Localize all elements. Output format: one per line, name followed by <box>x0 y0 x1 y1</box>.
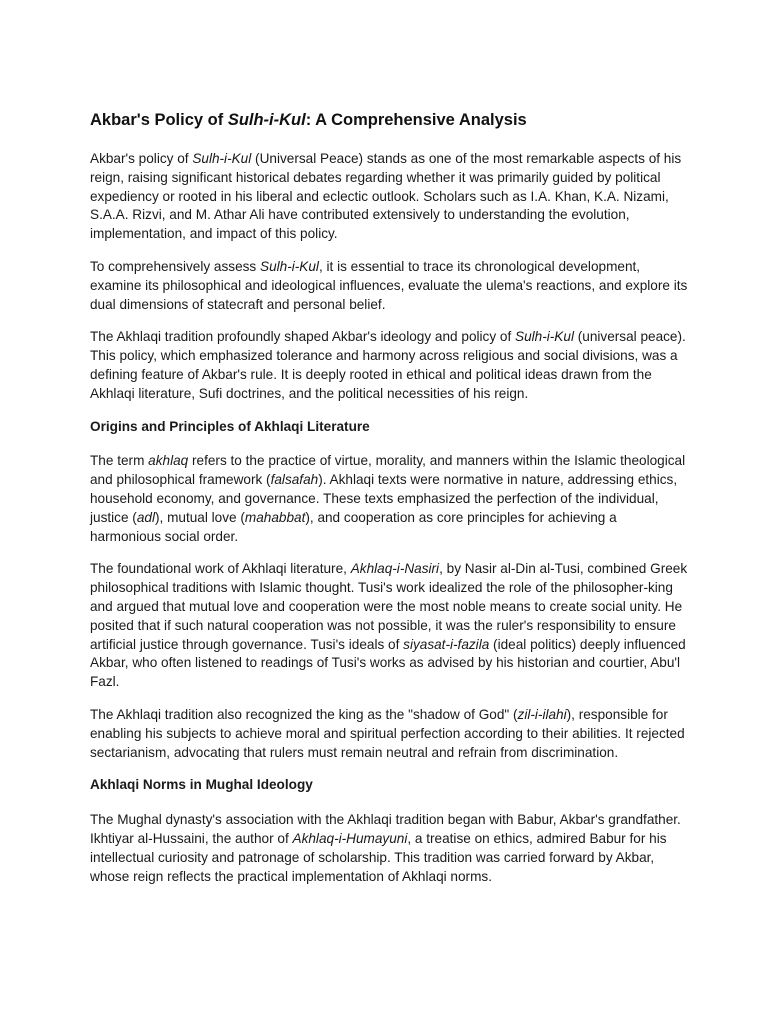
text-run: The Akhlaqi tradition profoundly shaped Akbar's ideology and policy of <box>90 329 516 345</box>
italic-term: akhlaq <box>148 453 189 469</box>
text-run: : A Comprehensive Analysis <box>305 111 527 129</box>
text-run: Akbar's Policy of <box>90 111 228 129</box>
italic-term: Akhlaq-i-Nasiri <box>350 561 440 577</box>
italic-term: mahabbat <box>244 509 306 525</box>
text-run: To comprehensively assess <box>90 258 260 274</box>
text-run: (universal peace). This policy, which emphasized tolerance and harmony across religious and social divisions, was a defining feature of Akbar's rule. It is deeply rooted in ethical and political ideas drawn from the Akhlaqi literature, Sufi doctrines, and the political necessities of his reign. <box>90 329 686 401</box>
paragraph <box>90 150 690 244</box>
text-run: (Universal Peace) stands as one of the most remarkable aspects of his reign, raising significant historical debates regarding whether it was primarily guided by political expediency or rooted in his liberal and eclectic outlook. Scholars such as I.A. Khan, K.A. Nizami, S.A.A. Rizvi, and M. Athar Ali have contributed extensively to understanding the evolution, implementation, and impact of this policy. <box>90 151 682 242</box>
text-run: , by Nasir al-Din al-Tusi, combined Greek philosophical traditions with Islamic thought. Tusi's work idealized the role of the philosopher-king and argued that mutual love and cooperation were the most noble means to create social unity. He posited that if such natural cooperation was not possible, it was the ruler's responsibility to ensure artificial justice through governance. Tusi's ideals of <box>90 561 688 652</box>
paragraph <box>90 811 690 886</box>
paragraph <box>90 452 690 546</box>
text-run: The foundational work of Akhlaqi literature, <box>90 561 351 577</box>
text-run: The Mughal dynasty's association with the Akhlaqi tradition began with Babur, Akbar's grandfather. Ikhtiyar al-Hussaini, the author of <box>90 812 681 846</box>
text-run: , a treatise on ethics, admired Babur for his intellectual curiosity and patronage of scholarship. This tradition was carried forward by Akbar, whose reign reflects the practical implementation of Akhlaqi norms. <box>90 830 667 884</box>
text-run: (ideal politics) deeply influenced Akbar, who often listened to readings of Tusi's works as advised by his historian and courtier, Abu'l Fazl. <box>90 636 686 690</box>
text-run: ), mutual love ( <box>154 509 245 525</box>
text-run: , it is essential to trace its chronological development, examine its philosophical and ideological influences, evaluate the ulema's reactions, and explore its dual dimensions of statecraft and personal belief. <box>90 258 688 312</box>
section-heading <box>90 776 690 795</box>
paragraph <box>90 258 690 314</box>
text-run: Origins and Principles of Akhlaqi Literature <box>90 418 370 434</box>
paragraph <box>90 706 690 762</box>
italic-term: siyasat-i-fazila <box>403 636 490 652</box>
italic-term: Sulh-i-Kul <box>260 258 319 274</box>
text-run: ), and cooperation as core principles for achieving a harmonious social order. <box>90 509 617 544</box>
section-heading <box>90 418 690 437</box>
paragraph <box>90 328 690 403</box>
italic-term: Sulh-i-Kul <box>515 329 574 345</box>
text-run: The Akhlaqi tradition also recognized the king as the "shadow of God" ( <box>90 706 518 722</box>
italic-term: Sulh-i-Kul <box>227 111 306 129</box>
italic-term: adl <box>136 509 155 525</box>
text-run: ). Akhlaqi texts were normative in nature, addressing ethics, household economy, and governance. These texts emphasized the perfection of the individual, justice ( <box>90 472 678 525</box>
paragraph <box>90 560 690 692</box>
text-run: refers to the practice of virtue, morality, and manners within the Islamic theological and philosophical framework ( <box>90 453 686 488</box>
text-run: Akbar's policy of <box>90 151 193 166</box>
italic-term: falsafah <box>270 472 319 488</box>
italic-term: Akhlaq-i-Humayuni <box>292 830 408 846</box>
text-run: ), responsible for enabling his subjects to achieve moral and spiritual perfection according to their abilities. It rejected sectarianism, advocating that rulers must remain neutral and refrain from discrimination. <box>90 706 685 760</box>
document-page <box>90 109 690 900</box>
document-title <box>90 109 690 131</box>
italic-term: zil-i-ilahi <box>517 706 567 722</box>
text-run: Akhlaqi Norms in Mughal Ideology <box>90 777 313 793</box>
italic-term: Sulh-i-Kul <box>192 151 252 166</box>
document-body <box>90 150 690 886</box>
text-run: The term <box>90 453 149 469</box>
